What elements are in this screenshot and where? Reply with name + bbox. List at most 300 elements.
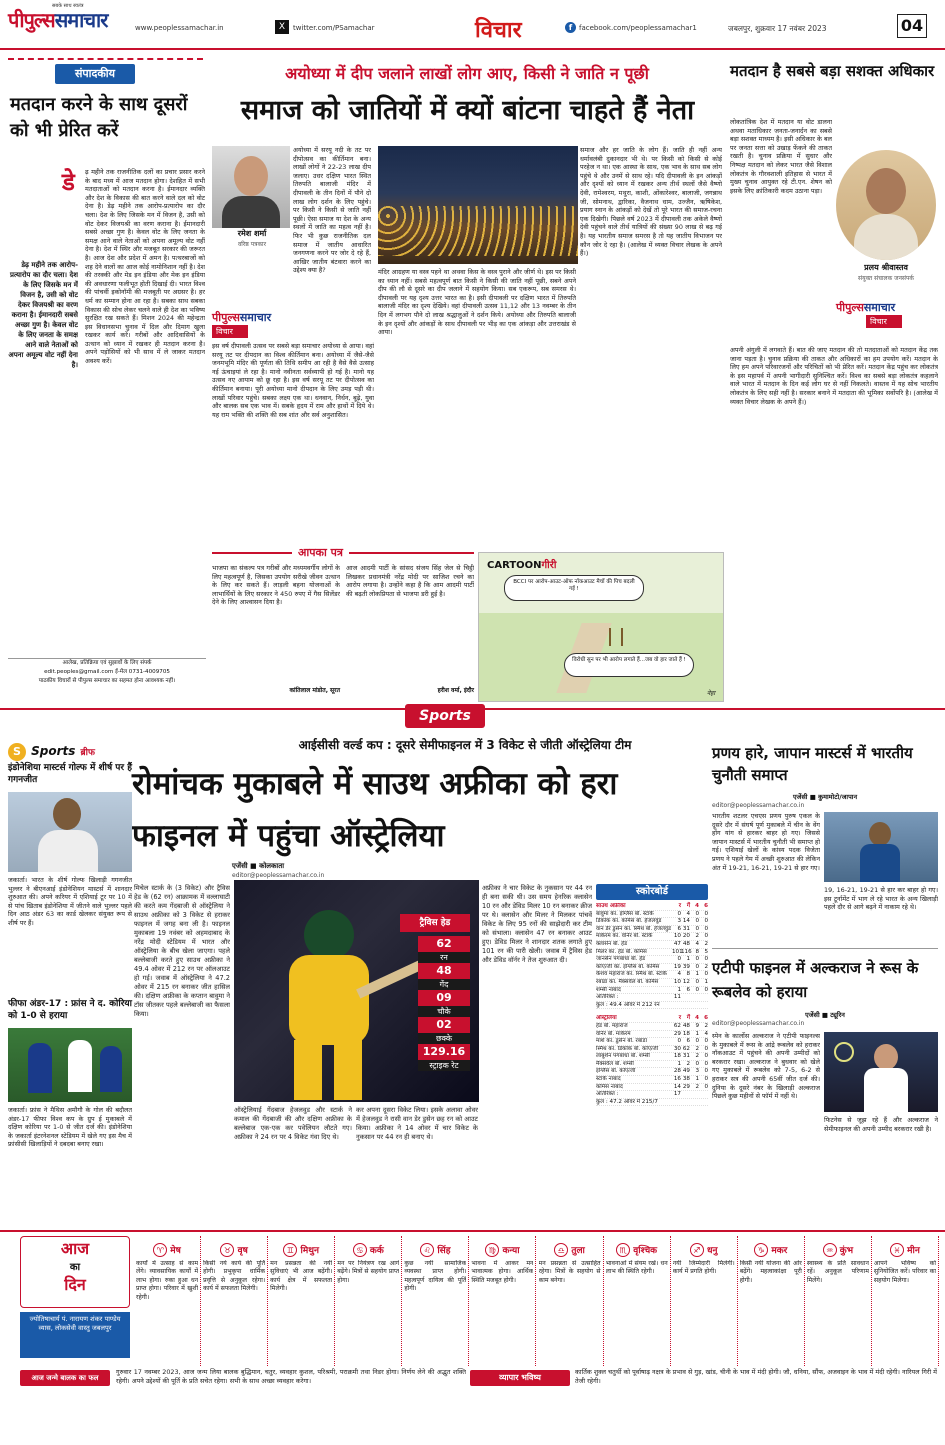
scoreboard-row — [596, 956, 708, 964]
lead-title: समाज को जातियों में क्यों बांटना चाहते हैं नेता — [240, 95, 695, 126]
side1-title: प्रणय हारे, जापान मास्टर्स में भारतीय चुनौती समाप्त — [712, 744, 913, 784]
scoreboard-cell: 0 — [695, 1060, 699, 1067]
section-title: विचार — [475, 18, 522, 43]
scoreboard-cell: 2 — [704, 940, 708, 947]
scoreboard-cell: 0 — [695, 986, 699, 993]
scoreboard-cell: 0 — [704, 1053, 708, 1060]
sign-forecast: भावना में आकर मन भावात्मक होगा। आर्थिक स्थिति मजबूत होगी। — [471, 1260, 534, 1284]
right-brand-c: विचार — [866, 315, 902, 328]
sign-forecast: किसी नये कार्य की पूर्ति होगी। प्रभुकृपा धार्मिक प्रवृत्ति से अनुकूल रहेगा। कार्य में सफलता मिलेगी। — [203, 1260, 266, 1293]
scoreboard-cell: 6 — [704, 1015, 708, 1022]
sign-forecast: कार्यों में उत्साह से काम लेंगे। व्यावसायिक कार्यों में लाभ होगा। रुका हुआ धन प्राप्त होगा। परिवार में खुशी रहेगी। — [136, 1260, 199, 1301]
scoreboard-cell: 48 — [682, 1022, 690, 1029]
stumps-icon — [609, 628, 623, 646]
scoreboard-cell: 38 — [682, 1076, 690, 1083]
right-title: मतदान है सबसे बड़ा सशक्त अधिकार — [730, 62, 935, 80]
scoreboard-cell: 6 — [704, 903, 708, 909]
sports-col-4: अफ्रीका ने चार विकेट के नुकसान पर 44 रन ही बना सकी थी। उस समय हेनरिक क्लासेन 10 रन और डेविड मिलर 10 रन बनाकर क्रीज पर थे। क्लासेन और मिलर ने मिलकर पांचवें विकेट के लिए 95 रनों की साझेदारी कर टीम को संभाला। क्लासेन 47 रन बनाकर आउट हुए। डेविड मिलर ने शानदार शतक लगाते हुए 101 रन की पारी खेली। जवाब में ट्रैविस हेड और डेविड वॉर्नर ने तेज शुरुआत दी। — [482, 884, 592, 964]
scoreboard-cell — [681, 1099, 690, 1106]
scoreboard-cell: 18 — [673, 1053, 681, 1060]
scoreboard-cell: 2 — [695, 1053, 699, 1060]
sign-forecast: मन प्रसन्नता की नयी सुविधाएं भी आज बढ़ेंगी। कार्य क्षेत्र में सफलता मिलेगी। — [270, 1260, 333, 1293]
scoreboard-cell — [672, 1099, 681, 1106]
scoreboard-cell: 20 — [682, 933, 690, 940]
letter-2: आज आदमी पार्टी के सांसद संजय सिंह जेल से चिट्ठी लिखकर प्रधानमंत्री नरेंद्र मोदी पर साजिश रचने का आरोप लगाया है। उन्होंने कहा है कि आम आदमी पार्टी की बढ़ती लोकप्रियता से भाजपा डरी हुई है। — [346, 564, 474, 598]
sign-name: तुला — [568, 1246, 585, 1256]
editorial-label: संपादकीय — [55, 64, 135, 84]
scoreboard-cell: कमिंस नाबाद — [596, 1083, 623, 1090]
scoreboard-cell: हेड बो. महाराज — [596, 1022, 628, 1029]
scoreboard-cell: अतिरिक्त : — [596, 994, 619, 1001]
zodiac-icon: ♒ — [823, 1243, 837, 1257]
dateline: जबलपुर, शुक्रवार 17 नवंबर 2023 — [728, 24, 827, 33]
kid-forecast: गुरुवार 17 नवम्बर 2023, आज जन्म लिया बालक बुद्धिमान, चतुर, व्यवहार कुशल, परिश्रमी, पराक्रमी तथा निडर होगा। निर्णय लेने की अद्भुत शक्ति रहेगी। अपने उद्देश्यों की पूर्ति के प्रति सचेत रहेगा। सभी के साथ अच्छा व्यवहार करेगा। — [116, 1368, 466, 1385]
right-brand-b: समाचार — [863, 301, 896, 314]
editorial-footer — [8, 658, 206, 696]
sports-col-2: ऑस्ट्रेलियाई गेंदबाज हेजलवुड और स्टार्क ने कमाल की गेंदबाजी की और दक्षिण अफ्रीका के बल्लेबाज एक-एक कर पवेलियन लौटते गए। अफ्रीका ने 24 रन पर 4 विकेट गंवा दिए थे। — [234, 1106, 352, 1141]
scoreboard-aus — [596, 1015, 708, 1106]
scoreboard-cell: 0 — [704, 918, 708, 925]
scoreboard-cell: 0 — [704, 1083, 708, 1090]
scoreboard-cell: 62 — [673, 1022, 681, 1029]
scoreboard-cell: 18 — [682, 1030, 690, 1037]
lead-col-2: इस वर्ष दीपावली उत्सव पर सबसे बड़ा समाचार अयोध्या से आया। वहां सरयू तट पर दीपदान का विश्व कीर्तिमान बना। अयोध्या में जैसे-जैसे जनमभूमि मंदिर की पूर्णता की तिथि समीप आ रही है वैसे वैसे उत्साह नई ऊंचाइयां ले रहा है। मानो नवीनता सर्वव्यापी हो गई है। मानो यह उत्सव नए आयाम को छू रहा है। इस वर्ष सरयू तट पर दीपोत्सव का कीर्तिमान बनाया। पूरी अयोध्या मानो दीपदान के लिए उमड़ पड़ी थी। लाखों परिवार पहुंचे। सबका लक्ष्य एक था। धनवान, निर्धन, बूढ़े, युवा और बालक सब एक भाव में। सबके हृदय में राम और हाथों में दिये थे। यह राम भक्ति की शक्ति की सब शांत और सर्व अनुशासित। — [212, 342, 374, 419]
right-col-1: लोकतांत्रिक देश में मतदान या वोट डालना अथवा मताधिकार जनता-जनार्दन का सबसे बड़ा सशक्त माध्यम है। इसी अधिकार के बल पर जनता सत्ता को उखाड़ फेंकने की ताकत रखती है। चुनाव प्रक्रिया में सुधार और निष्पक्ष मतदान को लेकर भारत जैसे विशाल लोकतंत्र के गौरवशाली इतिहास से भारत में मुख्य चुनाव आयुक्त रहे टी.एन. शेषन को इसके लिए क्रांतिकारी कदम उठाना पड़ा। — [730, 118, 832, 195]
sign-name: वृष — [234, 1246, 248, 1256]
letter-1-sign: कांतिलाल मांडोत, सूरत — [289, 687, 340, 694]
scoreboard-cell: गें — [686, 903, 690, 909]
scoreboard-cell: 2 — [704, 963, 708, 970]
brief-label-2: ब्रीफ — [80, 748, 95, 758]
scoreboard-cell: 39 — [682, 963, 690, 970]
scoreboard-cell: 48 — [682, 940, 690, 947]
scoreboard-cell: 4 — [695, 903, 699, 909]
sports-byline: एजेंसी ■ कोलकाता — [232, 862, 285, 870]
diya-photo — [378, 146, 578, 264]
sign-name: कन्या — [499, 1246, 520, 1256]
scoreboard-cell: 12 — [682, 978, 690, 985]
zodiac-icon: ♈ — [153, 1243, 167, 1257]
scoreboard-cell: 1 — [695, 1030, 699, 1037]
scoreboard-cell: 0 — [695, 1038, 699, 1045]
scoreboard-cell: 0 — [677, 910, 681, 917]
footer-line-a: आलेख, प्रतिक्रिया एवं सुझावों के लिए संपर्क — [62, 660, 152, 666]
scoreboard-cell: साउथ अफ्रीका — [596, 903, 626, 909]
right-author-name: प्रलय श्रीवास्तव — [864, 263, 908, 272]
brief-1-title: इंडोनेशिया मास्टर्स गोल्फ में शीर्ष पर हैं गगनजीत — [8, 763, 133, 785]
zodiac-icon: ♌ — [420, 1243, 434, 1257]
lead-kicker: अयोध्या में दीप जलाने लाखों लोग आए, किसी ने जाति न पूछी — [285, 64, 649, 83]
scoreboard-row — [596, 964, 708, 972]
scoreboard-cell: 62 — [682, 1045, 690, 1052]
scoreboard-cell — [681, 1091, 690, 1098]
scoreboard-row — [596, 994, 708, 1002]
scoreboard-cell: 0 — [695, 963, 699, 970]
scoreboard-cell: 0 — [695, 918, 699, 925]
sign-name: मिथुन — [297, 1246, 319, 1256]
twitter-icon: X — [275, 20, 289, 34]
stat-value: 09 — [418, 990, 470, 1006]
scoreboard-cell: 116 — [681, 948, 692, 955]
sign-forecast: किसी नयी योजना की ओर बढ़ेंगे। महत्वाकांक्षा पूरी होगी। — [739, 1260, 802, 1284]
scoreboard-cell: मार्करम का. वॉर्नर बो. स्टार्क — [596, 933, 653, 940]
scoreboard-cell: 6 — [686, 986, 690, 993]
scoreboard-sa — [596, 903, 708, 1009]
horoscope-title-a: आज — [60, 1239, 90, 1258]
brief-2-title: फीफा अंडर-17 : फ्रांस ने द. कोरिया को 1-0 से हराया — [8, 999, 132, 1021]
editorial-pull-quote: डेढ़ महीने तक आरोप-प्रत्यारोप का दौर चला। देश के लिए जिसके मन में विजन है, उसी को वोट देकर विजयश्री का वरण कराना है। ईमानदारी सबसे अच्छा गुण है। केवल वोट के लिए जनता के समक्ष आने वाले नेताओं को अपना अमूल्य वोट नहीं देना है। — [8, 261, 78, 369]
side2-byline: एजेंसी ■ ट्यूरिन — [805, 1011, 845, 1019]
scoreboard-cell — [690, 994, 699, 1001]
horoscope-header — [20, 1236, 130, 1308]
sports-banner: Sports — [405, 704, 485, 728]
right-col-2: अपनी अंगुली में लगवाते हैं। बात की जाए मतदान की तो मतदाताओं को मतदान केंद्र तक जाना पड़ता है। चुनाव प्रक्रिया की ताकत और अधिकारों का हम उपयोग करें। मतदान के लिए हम अपने परिवारजनों और परिचितों को भी प्रेरित करें। मतदान केंद्र पहुंच कर लोकतंत्र के इस महापर्व में अपनी भागीदारी सुनिश्चित करें। विश्व का सबसे बड़ा लोकतंत्र कहलाने वाले भारत में मतदान के दिन कई लोग घर से नहीं निकलते। वास्तव में यह सोच भारतीय लोकतंत्र के लिए सही नहीं है। सरकार बनाने में मतदाता की भूमिका सर्वोपरि है। (आलेख में व्यक्त विचार लेखक के अपने हैं।) — [730, 346, 938, 406]
scoreboard-cell: अतिरिक्त : — [596, 1091, 619, 1098]
contact-email[interactable]: edit.peoples@gmail.com ई-मेल 0731-4009705 — [44, 669, 170, 675]
side1-email[interactable]: editor@peoplessamachar.co.in — [712, 802, 805, 809]
scoreboard-cell: 3 — [677, 918, 681, 925]
scoreboard-cell: 2 — [695, 1083, 699, 1090]
zodiac-icon: ♊ — [283, 1243, 297, 1257]
letters-title: आपका पत्र — [292, 545, 349, 560]
zodiac-icon: ♑ — [754, 1243, 768, 1257]
twitter-handle[interactable]: twitter.com/PSamachar — [293, 24, 375, 32]
cartoon-panel — [478, 552, 724, 702]
sign-name: सिंह — [434, 1246, 451, 1256]
footer-line-c: पाठकीय विचारों से पीपुल्स समाचार का सहमत होना आवश्यक नहीं। — [38, 678, 176, 684]
scoreboard-cell: 14 — [682, 918, 690, 925]
scoreboard-cell: 0 — [704, 971, 708, 978]
horoscope-title-b: का — [69, 1262, 81, 1273]
horoscope-sign — [134, 1236, 201, 1366]
scoreboard-cell: 0 — [704, 986, 708, 993]
scoreboard-cell: 2 — [704, 1022, 708, 1029]
horoscope-sign — [469, 1236, 536, 1366]
side2-title: एटीपी फाइनल में अल्कराज ने रूस के रूबलेव को हराया — [712, 959, 919, 1001]
sign-forecast: आपने भविष्य को सुनियोजित करें। परिवार का सहयोग मिलेगा। — [873, 1260, 936, 1284]
scoreboard-cell: 4 — [686, 910, 690, 917]
scoreboard-cell: क्लासेन बो. हेड — [596, 940, 628, 947]
scoreboard-row — [596, 1031, 708, 1039]
right-author-photo — [836, 150, 936, 260]
sign-name: मीन — [904, 1246, 920, 1256]
scoreboard-cell: 2 — [695, 933, 699, 940]
trade-label: व्यापार भविष्य — [470, 1370, 570, 1386]
football-photo — [8, 1028, 132, 1102]
sign-forecast: नयी जिम्मेदारी मिलेगी। कार्य में प्रगति होगी। — [672, 1260, 735, 1276]
brand-a: पीपुल्स — [212, 311, 240, 324]
right-author-role: संयुक्त संचालक जनसंपर्क — [858, 275, 914, 282]
scoreboard-cell: ऑस्ट्रेलिया — [596, 1015, 617, 1022]
scoreboard-cell: 0 — [704, 1045, 708, 1052]
scoreboard-cell: 16 — [673, 1076, 681, 1083]
scoreboard-cell — [690, 1099, 699, 1106]
scoreboard-cell: 0 — [704, 1060, 708, 1067]
scoreboard-cell: 6 — [686, 1038, 690, 1045]
scoreboard-cell: स्टार्क नाबाद — [596, 1076, 621, 1083]
scoreboard-row — [596, 979, 708, 987]
horoscope-signs — [134, 1236, 939, 1366]
scoreboard-cell: 0 — [695, 978, 699, 985]
scoreboard-row — [596, 933, 708, 941]
scoreboard-cell: 0 — [704, 1038, 708, 1045]
scoreboard-cell: 6 — [677, 925, 681, 932]
scoreboard-row — [596, 1068, 708, 1076]
scoreboard-cell: 0 — [704, 925, 708, 932]
zodiac-icon: ♓ — [890, 1243, 904, 1257]
player-stats — [418, 936, 470, 1071]
horoscope-sign — [201, 1236, 268, 1366]
side1-body: भारतीय शटलर एचएस प्रणय पुरुष एकल के दूसरे दौर में संघर्ष पूर्ण मुकाबले में चीन के वेंग होंग यांग से हारकर बाहर हो गए। जिससे जापान मास्टर्स में भारतीय चुनौती भी समाप्त हो गई। एशियाई खेलों के कांस्य पदक विजेता प्रणय ने पहले गेम में अच्छी शुरुआत की लेकिन अंत में 19-21, 16-21, 19-21 से हार गए। — [712, 812, 820, 872]
sports-col-3: कर अपना दूसरा विकेट लिया। इसके अलावा ओवर में हेजलवुड ने रासी वान डेर डुसेन छह रन को आउट किया। अफ्रीका ने 14 ओवर में चार विकेट के नुकसान पर 44 रन ही बनाए थे। — [356, 1106, 478, 1141]
scoreboard-cell: 10 — [673, 933, 681, 940]
scoreboard-cell: 0 — [677, 1038, 681, 1045]
scoreboard-cell: 30 — [673, 1045, 681, 1052]
cartoon-bubble-2: विरोधी सुन पर भी आरोप लगाते हैं...जब वो हार जाते हैं ! — [564, 653, 694, 677]
side2-body-2: फिटनेस से जूझ रहे हैं और अल्कराज ने सेमीफाइनल की अपनी उम्मीद बरकरार रखी है। — [824, 1116, 938, 1133]
sign-name: वृश्चिक — [630, 1246, 658, 1256]
stat-value: 02 — [418, 1017, 470, 1033]
scoreboard-cell: 1 — [704, 978, 708, 985]
scoreboard-row — [596, 903, 708, 911]
scoreboard-cell: 8 — [695, 948, 699, 955]
scoreboard-row — [596, 1084, 708, 1092]
scoreboard-row — [596, 949, 708, 957]
badminton-photo — [824, 812, 938, 882]
brand-stamp — [212, 310, 290, 338]
lead-col-3: मंदिर आग्रहण या वस्त्र पहने था अथवा किस के वस्त्र पुराने और जीर्ण थे। इस पर किसी का ध्यान नहीं। सबसे महत्वपूर्ण बात किसी ने किसी की जाति नहीं पूछी, सबने अपने दीप की लौ से दूसरे का दीप जलाने में सहयोग किया। सब एकरूप, सब समरस थे। दीपावली पर यह दृश्य उत्तर भारत का है। इसी दीपावली पर दक्षिण भारत में तिरुपति बालाजी मंदिर का दृश्य देखिये। वहां दीपावली उत्सव 11,12 और 13 नवम्बर के तीन दिन में लगभग पौने दो लाख श्रद्धालुओं ने दर्शन किये। अयोध्या और तिरुपति बालाजी के इन दृश्यों और आंकड़ों के साथ दीपावली पर भीड़ का एक आंकड़ा और उत्तराखंड से आया। — [378, 268, 576, 337]
scoreboard-cell: 0 — [704, 1068, 708, 1075]
horoscope-sign — [738, 1236, 805, 1366]
side1-body-2: 19, 16-21, 19-21 से हार कर बाहर हो गए। इस टूर्नामेंट में भाग ले रहे भारत के अन्य खिलाड़ी पहले दौर से आगे बढ़ने में नाकाम रहे थे। — [824, 886, 938, 912]
sign-forecast: मन प्रसन्नता से उत्साहित रहेगा। मित्रों के सहयोग से काम बनेगा। — [538, 1260, 601, 1284]
brief-label: Sports — [31, 744, 76, 758]
page-header — [0, 0, 945, 50]
brand-c: विचार — [212, 325, 248, 338]
scoreboard-cell: र — [678, 903, 681, 909]
scoreboard-cell: 0 — [704, 1076, 708, 1083]
sign-forecast: स्वास्थ्य के प्रति सावधान रहें। अनुकूल परिणाम मिलेंगे। — [806, 1260, 869, 1284]
scoreboard-row — [596, 1076, 708, 1084]
scoreboard-cell: डिकॉक का. कमिंस बो. हेजलवुड — [596, 918, 662, 925]
scoreboard-title: स्कोरबोर्ड — [596, 884, 708, 900]
scoreboard-cell: वॉर्नर बो. मार्करम — [596, 1030, 631, 1037]
brief-1-body: जकार्ता। भारत के शीर्ष गोल्फ खिलाड़ी गगनजीत भुल्लर ने बीएनआई इंडोनेशियन मास्टर्स में शानदार शुरुआत की। अपने करियर में एशियाई टूर पर 10 में से पांच खिताब इंडोनेशिया में जीतने वाले भुल्लर पहले दिन आठ अंडर 63 का कार्ड खेलकर संयुक्त रूप से शीर्ष पर हैं। — [8, 876, 132, 927]
scoreboard-row — [596, 911, 708, 919]
stat-value: 129.16 — [418, 1044, 470, 1060]
side-divider — [712, 948, 938, 949]
scoreboard-cell — [681, 1002, 690, 1009]
scoreboard-cell: 9 — [695, 1022, 699, 1029]
zodiac-icon: ♉ — [220, 1243, 234, 1257]
letter-2-sign: हरीश वर्मा, इंदौर — [437, 687, 474, 694]
brand-b: समाचार — [239, 311, 272, 324]
sports-brief-header — [8, 740, 128, 761]
scoreboard-cell: वान डेर डुसेन का. स्मिथ बो. हेजलवुड — [596, 925, 671, 932]
horoscope-sign — [604, 1236, 671, 1366]
author-role: वरिष्ठ पत्रकार — [237, 241, 267, 248]
sign-forecast: कुछ नयी सामाजिक व्यवस्था प्राप्त होगी। महत्वपूर्ण दायित्व की पूर्ति होगी। — [404, 1260, 467, 1293]
scoreboard-cell — [699, 1091, 708, 1098]
horoscope-sign — [872, 1236, 939, 1366]
scoreboard-row — [596, 918, 708, 926]
scoreboard-cell: 0 — [704, 956, 708, 963]
sports-col-1: मिचेल स्टार्क के (3 विकेट) और ट्रैविस हेड के (62 रन) आक्रामक में वल्लाघाटी की करते कम गेंदबाजी से ऑस्ट्रेलिया ने साउथ अफ्रीका को 3 विकेट से हराकर फाइनल में जगह बना ली है। फाइनल मुकाबला 19 नवंबर को अहमदाबाद के नरेंद्र मोदी स्टेडियम में भारत और ऑस्ट्रेलिया के बीच खेला जाएगा। पहले बल्लेबाजी करते हुए साउथ अफ्रीका ने 49.4 ओवर में 212 रन पर ऑलआउट हो गई। जवाब में ऑस्ट्रेलिया ने 47.2 ओवर में 215 रन बनाकर जीत हासिल की। दक्षिण अफ्रीका के कप्तान बावुमा ने टॉस जीतकर पहले बल्लेबाजी का फैसला किया। — [134, 884, 230, 1018]
stat-label: रन — [418, 952, 470, 963]
player-name-tag: ट्रैविस हेड — [400, 914, 470, 932]
horoscope-sign — [268, 1236, 335, 1366]
scoreboard-cell: 14 — [673, 1083, 681, 1090]
scoreboard-cell: 1 — [677, 986, 681, 993]
cartoon-bubble: BCCI पर आरोप-आउट-ऑफ नॉकआउट मैचों की पिच बदली गई ! — [504, 575, 644, 601]
author-name: रमेश शर्मा — [237, 229, 267, 238]
scoreboard-cell: बावुमा का. इंग्लिस बो. स्टार्क — [596, 910, 654, 917]
scoreboard-cell: 2 — [686, 1060, 690, 1067]
scoreboard-cell: मार्श का. डुसेन बो. रबाडा — [596, 1038, 647, 1045]
side2-email[interactable]: editor@peoplessamachar.co.in — [712, 1020, 805, 1027]
side2-body: स्पेन के कार्लोस अल्कराज ने एटीपी फाइनल्स के मुकाबले में रूस के आंद्रे रूबलेव को हराकर नॉकआउट में पहुंचने की अपनी उम्मीदों को बरकरार रखा। अल्कराज ने बुधवार को खेले गए मुकाबले में रूबलेव को 7-5, 6-2 से हराकर सत्र की अपनी 65वीं जीत दर्ज की। दुनिया के दूसरे नंबर के खिलाड़ी अल्कराज पिछले कुछ महीनों से फॉर्म में नहीं थे। — [712, 1032, 820, 1101]
scoreboard-cell: 31 — [682, 1053, 690, 1060]
sports-kicker: आईसीसी वर्ल्ड कप : दूसरे सेमीफाइनल में 3 विकेट से जीती ऑस्ट्रेलिया टीम — [298, 738, 632, 752]
masthead-logo: पीपुल्ससमाचार — [8, 8, 108, 32]
scoreboard-cell: रबाडा का. मैक्सवेल बो. कमिंस — [596, 978, 659, 985]
letters-box — [212, 546, 474, 702]
scoreboard-row — [596, 1015, 708, 1023]
scoreboard-cell: 1 — [695, 1076, 699, 1083]
logo-tagline: सबके साथ स्वतंत्र — [52, 3, 84, 9]
brief-2-body: जकार्ता। फ्रांस ने मैथिस अमौगौ के गोल की बदौलत अंडर-17 फीफा विश्व कप के ग्रुप ई मुकाबले में दक्षिण कोरिया पर 1-0 से जीत दर्ज की। इंडोनेशिया के जकार्ता इंटरनेशनल स्टेडियम में खेले गए इस मैच में फ्रांसीसी खिलाड़ियों ने दबदबा बनाए रखा। — [8, 1106, 132, 1149]
scoreboard-cell: 29 — [673, 1030, 681, 1037]
scoreboard-cell — [699, 994, 708, 1001]
scoreboard-cell: शम्सी नाबाद — [596, 986, 621, 993]
scoreboard-cell — [699, 1099, 708, 1106]
sign-forecast: भावनाओं में संयम रखें। धन लाभ की स्थिति रहेगी। — [605, 1260, 668, 1276]
sign-name: कुंभ — [836, 1246, 854, 1256]
scoreboard-cell: 4 — [695, 940, 699, 947]
scoreboard-cell: 3 — [695, 1068, 699, 1075]
right-brand-stamp — [836, 300, 936, 330]
facebook-page[interactable]: facebook.com/peoplessamachar1 — [579, 24, 697, 32]
tennis-photo — [824, 1032, 938, 1112]
zodiac-icon: ♏ — [616, 1243, 630, 1257]
side1-byline: एजेंसी ■ कुमामोटो/जापान — [792, 793, 858, 801]
scoreboard-cell — [690, 1002, 699, 1009]
horoscope-sign — [402, 1236, 469, 1366]
scoreboard-cell: 0 — [704, 910, 708, 917]
scoreboard-cell: कोएत्जी का. इंग्लिस बो. कमिंस — [596, 963, 660, 970]
sports-email[interactable]: editor@peoplessamachar.co.in — [232, 872, 325, 879]
letter-1: भाजपा का संकल्प पत्र गरीबों और मध्यमवर्गीय लोगों के लिए महत्वपूर्ण है, जिसका उपयोग सरीखे जीवन उत्थान के लिए कर सकते हैं। लाड़ली बहना योजनाओं के लाभार्थियों के लिए सरकार ने 450 रुपए में गैस सिलेंडर देने के लिए आश्वासन दिया है। — [212, 564, 340, 607]
scoreboard-cell: स्मिथ का. डिकॉक बो. कोएत्जी — [596, 1045, 659, 1052]
horoscope-sign — [671, 1236, 738, 1366]
golfer-photo — [8, 792, 132, 872]
sign-name: धनु — [703, 1246, 718, 1256]
scoreboard-cell: 31 — [682, 925, 690, 932]
scoreboard-cell: जानसेन पगबाधा बो. हेड — [596, 956, 646, 963]
scoreboard-row — [596, 1091, 708, 1099]
lead-col-1: अयोध्या में सरयू नदी के तट पर दीपोत्सव का कीर्तिमान बना। लाखों लोगों ने 22-23 लाख दीप जलाए। उधर दक्षिण भारत स्थित तिरुपति बालाजी मंदिर में दीपावली के तीन दिनों में पौने दो लाख लोग दर्शन के लिए पहुंचे। पर किसी ने किसी से जाति नहीं पूछी। ऐसा समाज या देश के अन्य स्थलों में जाति का महत्व नहीं है। फिर भी कुछ राजनीतिक दल समाज में जातीय आधारित जनगणना करने पर जोर दे रहे हैं, आखिर जातीय बंटवारा करने का उद्देश्य क्या है? — [293, 146, 371, 275]
scoreboard-cell: 47 — [673, 940, 681, 947]
cartoon-label-2: गीरी — [541, 560, 557, 571]
sign-name: मेष — [167, 1246, 181, 1256]
scoreboard-cell — [690, 1091, 699, 1098]
scoreboard-cell: 5 — [704, 948, 708, 955]
scoreboard — [596, 884, 708, 1224]
scoreboard-row — [596, 1061, 708, 1069]
zodiac-icon: ♎ — [554, 1243, 568, 1257]
scoreboard-row — [596, 971, 708, 979]
scoreboard-row — [596, 1099, 708, 1107]
scoreboard-cell: 10 — [673, 978, 681, 985]
scoreboard-cell — [681, 994, 690, 1001]
scoreboard-cell: 2 — [695, 1045, 699, 1052]
stat-label: छक्के — [418, 1033, 470, 1044]
editorial-dropcap: डे — [62, 168, 75, 196]
scoreboard-row — [596, 1046, 708, 1054]
horoscope-sign — [805, 1236, 872, 1366]
stat-value: 48 — [418, 963, 470, 979]
lead-col-4: समाज और हर जाति के लोग हैं। जाति ही नहीं अन्य धर्मावलंबी दुकानदार भी थे। पर किसी को किसी से कोई परहेज न था। एक आस्था के साथ, एक भाव के साथ सब लोग पहुंचे थे और उनमें से साथ रहे। यदि दीपावली के इन आंकड़ों और दृश्यों को ध्यान में रखकर अन्य तीर्थ स्थलों जैसे वैष्णो देवी, रामेश्वरम, मथुरा, काशी, ओंकारेश्वर, बालाजी, जगन्नाथ जी, सोमनाथ, द्वारिका, वैजनाथ धाम, उज्जैन, ऋषिकेश, प्रयाग स्नान के आंकड़ों को देखें तो पूरे भारत की समाज-रचना एक दिखेगी। पिछले वर्ष 2023 में दीपावली तक अकेले वैष्णो देवी पहुंचने वाले तीर्थ यात्रियों की संख्या 90 लाख से बढ़ गई है। यह भारतीय समाज समरस है तो यह जातीय विभाजन पर कौन जोर दे रहा है। (आलेख में व्यक्त विचार लेखक के अपने हैं।) — [580, 146, 722, 258]
scoreboard-row — [596, 1053, 708, 1061]
scoreboard-row — [596, 987, 708, 995]
scoreboard-cell: 0 — [695, 925, 699, 932]
astrologer-credit: ज्योतिषाचार्य पं. नारायण शंकर पाण्डेय व्यास, लोकसेवी वास्तु जबलपुर — [20, 1312, 130, 1358]
scoreboard-cell: 0 — [695, 910, 699, 917]
facebook-icon: f — [565, 22, 576, 33]
scoreboard-cell: र — [678, 1015, 681, 1022]
scoreboard-cell: 1 — [677, 1060, 681, 1067]
scoreboard-cell: 1 — [686, 956, 690, 963]
scoreboard-cell: केशव महाराज का. स्मिथ बो. स्टार्क — [596, 971, 667, 978]
website-url[interactable]: www.peoplessamachar.in — [135, 24, 224, 32]
scoreboard-row — [596, 1002, 708, 1010]
page-number: 04 — [897, 14, 927, 38]
scoreboard-cell — [672, 1002, 681, 1009]
scoreboard-cell: 29 — [682, 1083, 690, 1090]
author-photo — [212, 146, 290, 228]
scoreboard-cell: कुल : 47.2 ओवर में 215/7 — [596, 1098, 658, 1105]
sign-forecast: मन पर नियंत्रण रख आगे बढ़ेंगे। मित्रों से सहयोग प्राप्त होगा। — [337, 1260, 400, 1284]
horoscope-sign — [537, 1236, 604, 1366]
scoreboard-row — [596, 941, 708, 949]
scoreboard-cell — [699, 1002, 708, 1009]
scoreboard-cell: कुल : 49.4 ओवर में 212 रन — [596, 1001, 660, 1008]
zodiac-icon: ♋ — [353, 1243, 367, 1257]
scoreboard-cell: 0 — [677, 956, 681, 963]
scoreboard-cell: 0 — [704, 933, 708, 940]
scoreboard-cell: 8 — [686, 971, 690, 978]
stat-label: गेंद — [418, 979, 470, 990]
sign-name: कर्क — [366, 1246, 384, 1256]
stat-label: चौके — [418, 1006, 470, 1017]
zodiac-icon: ♍ — [485, 1243, 499, 1257]
scoreboard-cell: 101 — [672, 948, 683, 955]
cartoon-label: CARTOON — [487, 560, 542, 571]
editorial-title: मतदान करने के साथ दूसरों को भी प्रेरित करें — [10, 94, 188, 141]
scoreboard-cell: 4 — [695, 1015, 699, 1022]
scoreboard-cell: 4 — [677, 971, 681, 978]
stat-label: स्ट्राइक रेट — [418, 1060, 470, 1071]
right-brand-a: पीपुल्स — [836, 301, 864, 314]
kid-label: आज जन्मे बालक का फल — [20, 1370, 110, 1386]
scoreboard-cell: 28 — [673, 1068, 681, 1075]
scoreboard-cell: मिलर का. हेड बो. कमिंस — [596, 948, 647, 955]
brief-badge-icon: S — [8, 743, 26, 761]
sports-title: रोमांचक मुकाबले में साउथ अफ्रीका को हरा फाइनल में पहुंचा ऑस्ट्रेलिया — [132, 766, 618, 854]
sign-name: मकर — [768, 1246, 788, 1256]
scoreboard-row — [596, 1023, 708, 1031]
scoreboard-row — [596, 1038, 708, 1046]
